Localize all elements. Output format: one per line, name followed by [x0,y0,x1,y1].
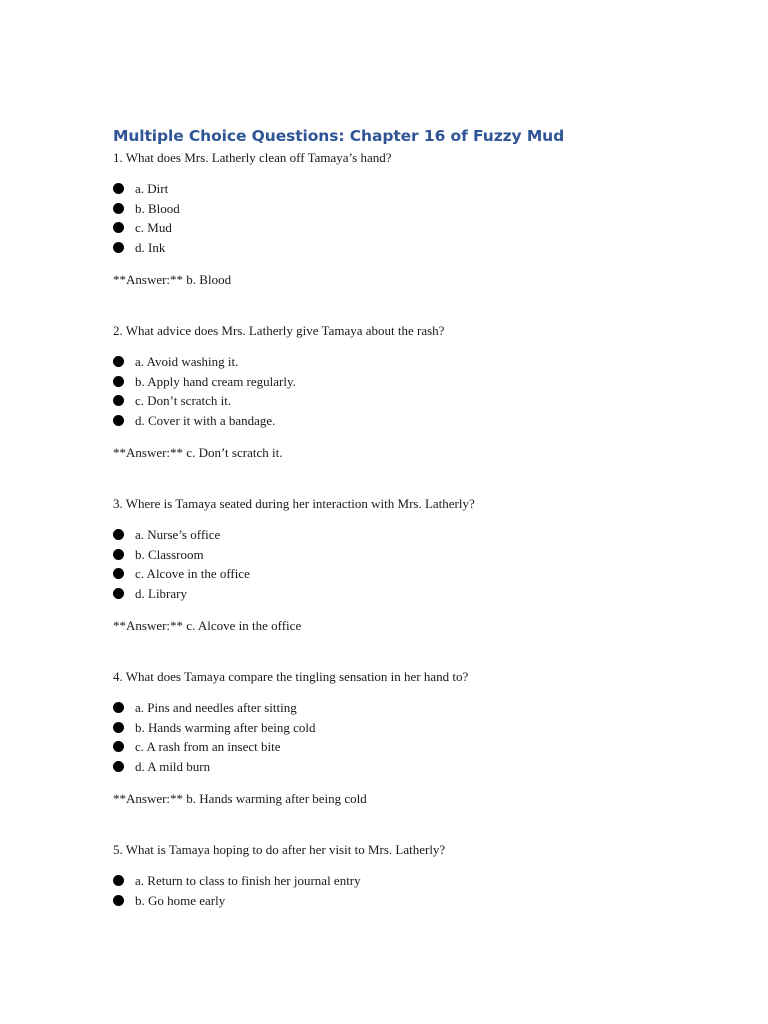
option-item [113,871,673,891]
question-2 [113,321,673,463]
bullet-icon [113,242,124,253]
option-item [113,238,673,258]
question-text: 1. What does Mrs. Latherly clean off Tamaya’s hand? [113,150,392,165]
option-item [113,891,673,911]
bullet-icon [113,761,124,772]
option-item [113,545,673,565]
question-text: 5. What is Tamaya hoping to do after her visit to Mrs. Latherly? [113,842,446,857]
option-item [113,525,673,545]
answer-text: **Answer:** c. Don’t scratch it. [113,445,283,460]
option-item [113,179,673,199]
option-text: d. Library [135,585,187,601]
question-1 [113,148,673,290]
question-3 [113,494,673,636]
bullet-icon [113,722,124,733]
options-list [113,179,673,257]
option-text: b. Hands warming after being cold [135,719,316,735]
option-item [113,411,673,431]
answer-text: **Answer:** b. Hands warming after being cold [113,791,367,806]
option-item [113,352,673,372]
options-list [113,352,673,430]
option-text: a. Dirt [135,181,169,196]
option-item [113,584,673,604]
bullet-icon [113,588,124,599]
option-text: b. Go home early [135,892,226,908]
option-item [113,391,673,411]
options-list [113,698,673,776]
option-text: c. Don’t scratch it. [135,393,232,408]
option-item [113,372,673,392]
document-page [113,124,673,910]
option-text: a. Avoid washing it. [135,354,239,369]
option-text: d. Ink [135,239,166,255]
bullet-icon [113,702,124,713]
question-4 [113,667,673,809]
option-text: c. A rash from an insect bite [135,739,281,754]
bullet-icon [113,376,124,387]
option-item [113,718,673,738]
bullet-icon [113,395,124,406]
spacer [113,463,673,494]
bullet-icon [113,741,124,752]
question-5 [113,840,673,910]
option-text: d. Cover it with a bandage. [135,412,276,428]
option-text: b. Apply hand cream regularly. [135,373,296,389]
option-text: a. Nurse’s office [135,527,221,542]
question-text: 3. Where is Tamaya seated during her interaction with Mrs. Latherly? [113,496,475,511]
document-title: Multiple Choice Questions: Chapter 16 of Fuzzy Mud [113,127,565,145]
spacer [113,809,673,840]
answer-text: **Answer:** c. Alcove in the office [113,618,302,633]
option-text: d. A mild burn [135,758,211,774]
option-item [113,737,673,757]
option-item [113,757,673,777]
option-text: a. Return to class to finish her journal entry [135,873,361,888]
bullet-icon [113,895,124,906]
option-text: b. Blood [135,200,180,216]
options-list [113,871,673,910]
bullet-icon [113,415,124,426]
option-text: a. Pins and needles after sitting [135,700,297,715]
bullet-icon [113,203,124,214]
bullet-icon [113,222,124,233]
bullet-icon [113,568,124,579]
options-list [113,525,673,603]
answer-text: **Answer:** b. Blood [113,272,232,287]
option-item [113,218,673,238]
bullet-icon [113,875,124,886]
question-text: 2. What advice does Mrs. Latherly give Tamaya about the rash? [113,323,445,338]
spacer [113,290,673,321]
spacer [113,636,673,667]
option-item [113,564,673,584]
option-text: c. Mud [135,220,172,235]
bullet-icon [113,356,124,367]
bullet-icon [113,529,124,540]
bullet-icon [113,549,124,560]
option-text: c. Alcove in the office [135,566,250,581]
option-item [113,199,673,219]
bullet-icon [113,183,124,194]
option-item [113,698,673,718]
option-text: b. Classroom [135,546,204,562]
question-text: 4. What does Tamaya compare the tingling sensation in her hand to? [113,669,469,684]
